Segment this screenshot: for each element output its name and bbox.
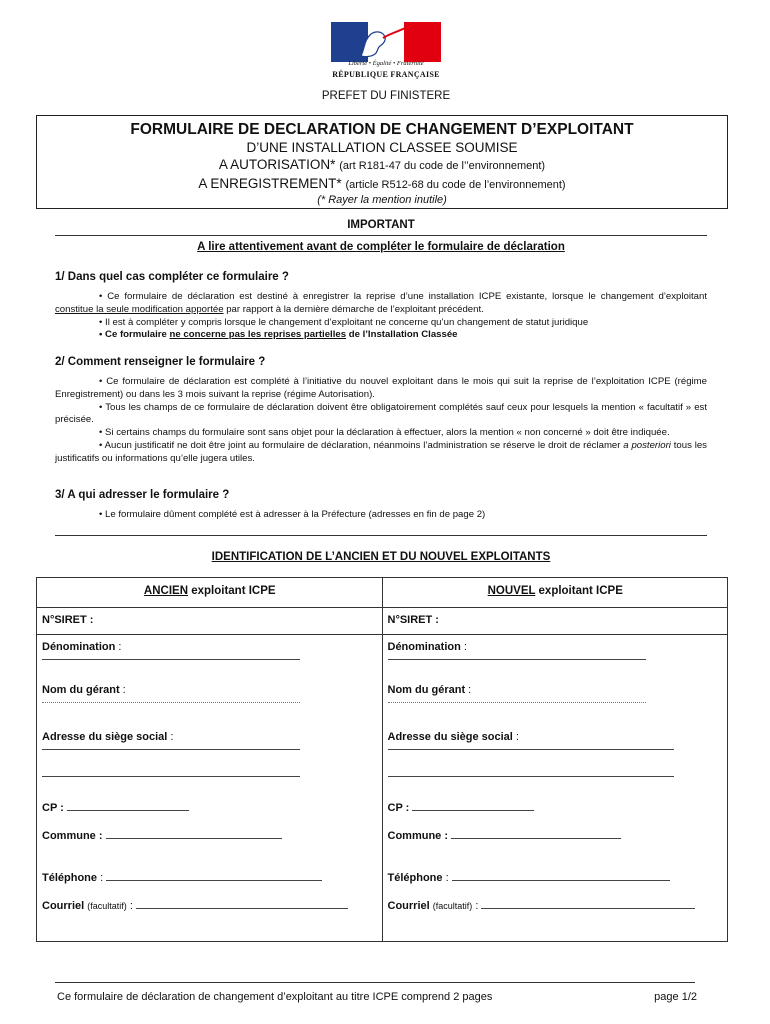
form-title: FORMULAIRE DE DECLARATION DE CHANGEMENT D’EXPLOITANT xyxy=(130,121,634,138)
ancien-column-header xyxy=(37,578,383,608)
ancien-denomination-line[interactable] xyxy=(42,659,300,660)
section2-text xyxy=(55,376,707,466)
form-subtitle: D’UNE INSTALLATION CLASSEE SOUMISE xyxy=(246,140,518,155)
section2-p1: • Ce formulaire de déclaration est complété à l’initiative du nouvel exploitant dans le mois qui suit la reprise de l’exploitation ICPE (régime Enregistrement) ou dans les 3 mois suivant la reprise (régime Autorisation). xyxy=(55,376,707,400)
commune-label: Commune : xyxy=(387,830,448,842)
colon: : xyxy=(97,872,104,884)
strike-note: (* Rayer la mention inutile) xyxy=(317,194,447,206)
marianne-flag-icon xyxy=(331,22,441,62)
nouvel-label-rest: exploitant ICPE xyxy=(535,585,623,597)
nouvel-column-header xyxy=(382,578,728,608)
identification-heading: IDENTIFICATION DE L’ANCIEN ET DU NOUVEL EXPLOITANTS xyxy=(211,551,551,563)
section1-p1-underline: constitue la seule modification apportée xyxy=(55,303,224,315)
courriel-label: Courriel xyxy=(387,900,430,912)
ancien-siret-field[interactable] xyxy=(37,608,383,635)
colon: : xyxy=(512,731,519,743)
section1-p3-end: de l’Installation Classée xyxy=(346,329,458,341)
ancien-cp-field[interactable] xyxy=(42,802,189,814)
adresse-label: Adresse du siège social xyxy=(387,731,513,743)
section2-p4-end: tous les justificatifs ou informations qu’elle jugera utiles. xyxy=(55,439,707,464)
exploitants-table xyxy=(36,577,728,942)
colon: : xyxy=(115,641,122,653)
section3-text xyxy=(55,509,707,522)
divider xyxy=(55,235,707,236)
section1-p1: • Ce formulaire de déclaration est destiné à enregistrer la reprise d’une installation ICPE existante, lorsque le changement d’exploitant xyxy=(99,291,707,302)
ancien-details xyxy=(37,635,383,942)
section2-p2: • Tous les champs de ce formulaire de déclaration doivent être obligatoirement complétés sauf ceux pour lesquels la mention « facultatif » est précisée. xyxy=(55,401,707,426)
nouvel-adresse-line-2[interactable] xyxy=(388,776,674,777)
ancien-gerant-field[interactable] xyxy=(42,684,126,696)
nouvel-adresse-line-1[interactable] xyxy=(388,749,674,750)
nouvel-courriel-line[interactable] xyxy=(481,908,695,909)
important-heading: IMPORTANT xyxy=(347,219,415,231)
telephone-label: Téléphone xyxy=(387,872,443,884)
colon: : xyxy=(442,872,449,884)
footer-divider xyxy=(55,982,695,983)
colon: : xyxy=(119,684,126,696)
section2-p4: • Aucun justificatif ne doit être joint au formulaire de déclaration, néanmoins l’administration se réserve le droit de réclamer xyxy=(99,439,624,451)
gerant-label: Nom du gérant xyxy=(42,684,120,696)
siret-label: N°SIRET : xyxy=(42,614,94,626)
colon: : xyxy=(465,684,472,696)
ancien-adresse-line-2[interactable] xyxy=(42,776,300,777)
denomination-label: Dénomination xyxy=(42,641,116,653)
regime-autorisation-label: A AUTORISATION* xyxy=(218,157,336,172)
section3-heading: 3/ A qui adresser le formulaire ? xyxy=(55,489,230,501)
footer-text: Ce formulaire de déclaration de changement d’exploitant au titre ICPE comprend 2 pages xyxy=(57,991,493,1003)
ancien-telephone-field[interactable] xyxy=(42,872,322,884)
section1-heading: 1/ Dans quel cas compléter ce formulaire ? xyxy=(55,271,289,283)
ancien-adresse-line-1[interactable] xyxy=(42,749,300,750)
section1-p2: • Il est à compléter y compris lorsque le changement d’exploitant ne concerne qu’un changement de statut juridique xyxy=(99,316,589,328)
nouvel-label: NOUVEL xyxy=(487,585,536,597)
commune-label: Commune : xyxy=(42,830,103,842)
adresse-label: Adresse du siège social xyxy=(42,731,168,743)
nouvel-gerant-line[interactable] xyxy=(388,702,646,703)
section2-p3: • Si certains champs du formulaire sont sans objet pour la déclaration à effectuer, alors la mention « non concerné » doit être indiquée. xyxy=(99,427,670,439)
ancien-adresse-field[interactable] xyxy=(42,731,173,743)
denomination-label: Dénomination xyxy=(387,641,461,653)
nouvel-details xyxy=(382,635,728,942)
regime-enregistrement-ref: (article R512-68 du code de l’environnement) xyxy=(345,179,566,191)
section3-p1: • Le formulaire dûment complété est à adresser à la Préfecture (adresses en fin de page 2) xyxy=(99,509,486,520)
divider xyxy=(55,535,707,536)
nouvel-commune-field[interactable] xyxy=(388,830,622,842)
republic-motto: Liberté • Égalité • Fraternité xyxy=(348,60,424,67)
colon: : xyxy=(472,900,479,912)
cp-label: CP : xyxy=(42,802,64,814)
ancien-gerant-line[interactable] xyxy=(42,702,300,703)
ancien-label-rest: exploitant ICPE xyxy=(188,585,276,597)
form-title-box xyxy=(36,115,728,209)
cp-label: CP : xyxy=(387,802,410,814)
nouvel-commune-line[interactable] xyxy=(451,838,621,839)
ancien-commune-line[interactable] xyxy=(106,838,282,839)
nouvel-telephone-field[interactable] xyxy=(388,872,670,884)
ancien-courriel-field[interactable] xyxy=(42,900,348,912)
gerant-label: Nom du gérant xyxy=(387,684,466,696)
page-number: page 1/2 xyxy=(654,991,697,1003)
regime-autorisation-ref: (art R181-47 du code de l’’environnement) xyxy=(339,160,546,172)
read-carefully-heading: A lire attentivement avant de compléter le formulaire de déclaration xyxy=(197,241,565,253)
nouvel-denomination-line[interactable] xyxy=(388,659,646,660)
nouvel-cp-line[interactable] xyxy=(412,810,534,811)
section2-p4-italic: a posteriori xyxy=(623,439,671,451)
colon: : xyxy=(167,731,174,743)
colon: : xyxy=(126,900,133,912)
section1-p1-end: par rapport à la dernière démarche de l’exploitant précédent. xyxy=(223,303,484,315)
nouvel-cp-field[interactable] xyxy=(388,802,535,814)
marianne-logo xyxy=(331,22,441,62)
regime-autorisation xyxy=(37,156,727,175)
siret-label: N°SIRET : xyxy=(387,614,439,626)
ancien-label: ANCIEN xyxy=(143,585,189,597)
regime-enregistrement xyxy=(37,175,727,194)
prefet-label: PREFET DU FINISTERE xyxy=(321,90,451,102)
republic-name: RÉPUBLIQUE FRANÇAISE xyxy=(332,70,440,79)
facultatif-label: (facultatif) xyxy=(87,901,127,911)
regime-enregistrement-label: A ENREGISTREMENT* xyxy=(198,176,342,191)
telephone-label: Téléphone xyxy=(42,872,98,884)
footer xyxy=(57,991,697,1003)
nouvel-adresse-field[interactable] xyxy=(388,731,519,743)
section2-heading: 2/ Comment renseigner le formulaire ? xyxy=(55,356,266,368)
section1-text xyxy=(55,291,707,342)
ancien-cp-line[interactable] xyxy=(67,810,189,811)
colon: : xyxy=(460,641,467,653)
ancien-courriel-line[interactable] xyxy=(136,908,348,909)
courriel-label: Courriel xyxy=(42,900,85,912)
nouvel-telephone-line[interactable] xyxy=(452,880,670,881)
section1-p3: • Ce formulaire xyxy=(99,329,170,341)
section1-p3-underline: ne concerne pas les reprises partielles xyxy=(169,329,347,341)
nouvel-denomination-field[interactable] xyxy=(388,641,467,653)
nouvel-gerant-field[interactable] xyxy=(388,684,472,696)
nouvel-siret-field[interactable] xyxy=(382,608,728,635)
nouvel-courriel-field[interactable] xyxy=(388,900,696,912)
ancien-telephone-line[interactable] xyxy=(106,880,322,881)
ancien-commune-field[interactable] xyxy=(42,830,282,842)
ancien-denomination-field[interactable] xyxy=(42,641,121,653)
facultatif-label: (facultatif) xyxy=(432,901,473,911)
